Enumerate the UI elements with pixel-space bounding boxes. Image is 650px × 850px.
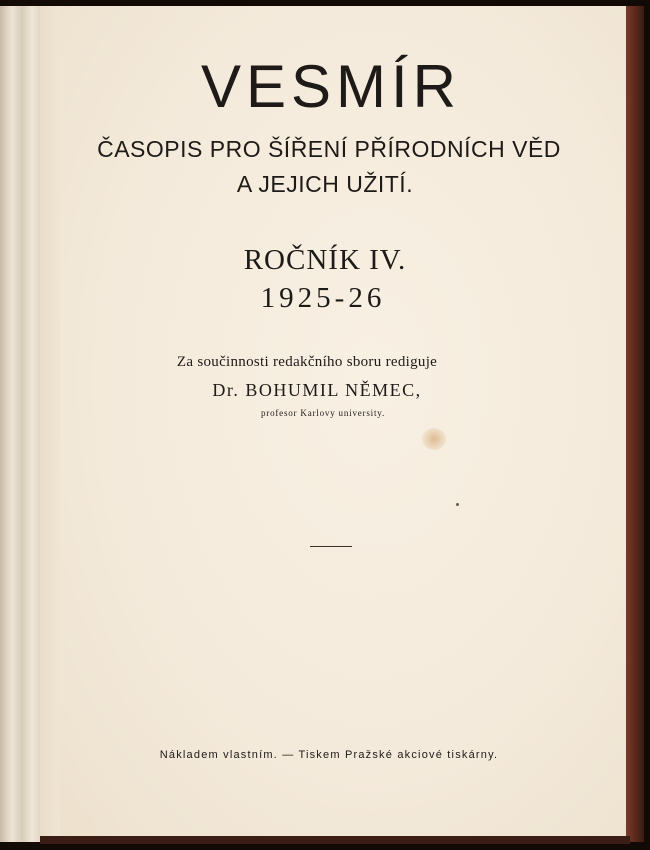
journal-title: VESMÍR (200, 53, 462, 120)
editor-name: Dr. BOHUMIL NĚMEC, (212, 380, 422, 400)
binding-bottom-edge (40, 836, 630, 844)
divider-rule (310, 546, 352, 547)
book-spine (0, 6, 40, 842)
foxing-stain (422, 428, 446, 450)
volume-years: 1925-26 (260, 282, 386, 314)
editor-position: profesor Karlovy university. (260, 408, 386, 418)
collaboration-note: Za součinnosti redakčního sboru rediguje (176, 354, 438, 370)
volume-number: ROČNÍK IV. (243, 244, 407, 276)
ink-speck (456, 503, 459, 506)
journal-subtitle-line-1: ČASOPIS PRO ŠÍŘENÍ PŘÍRODNÍCH VĚD (97, 136, 561, 162)
journal-subtitle-line-2: A JEJICH UŽITÍ. (236, 171, 414, 197)
title-page (60, 6, 626, 836)
binding-edge (626, 6, 644, 842)
publisher-imprint: Nákladem vlastním. — Tiskem Pražské akciové tiskárny. (159, 749, 499, 761)
